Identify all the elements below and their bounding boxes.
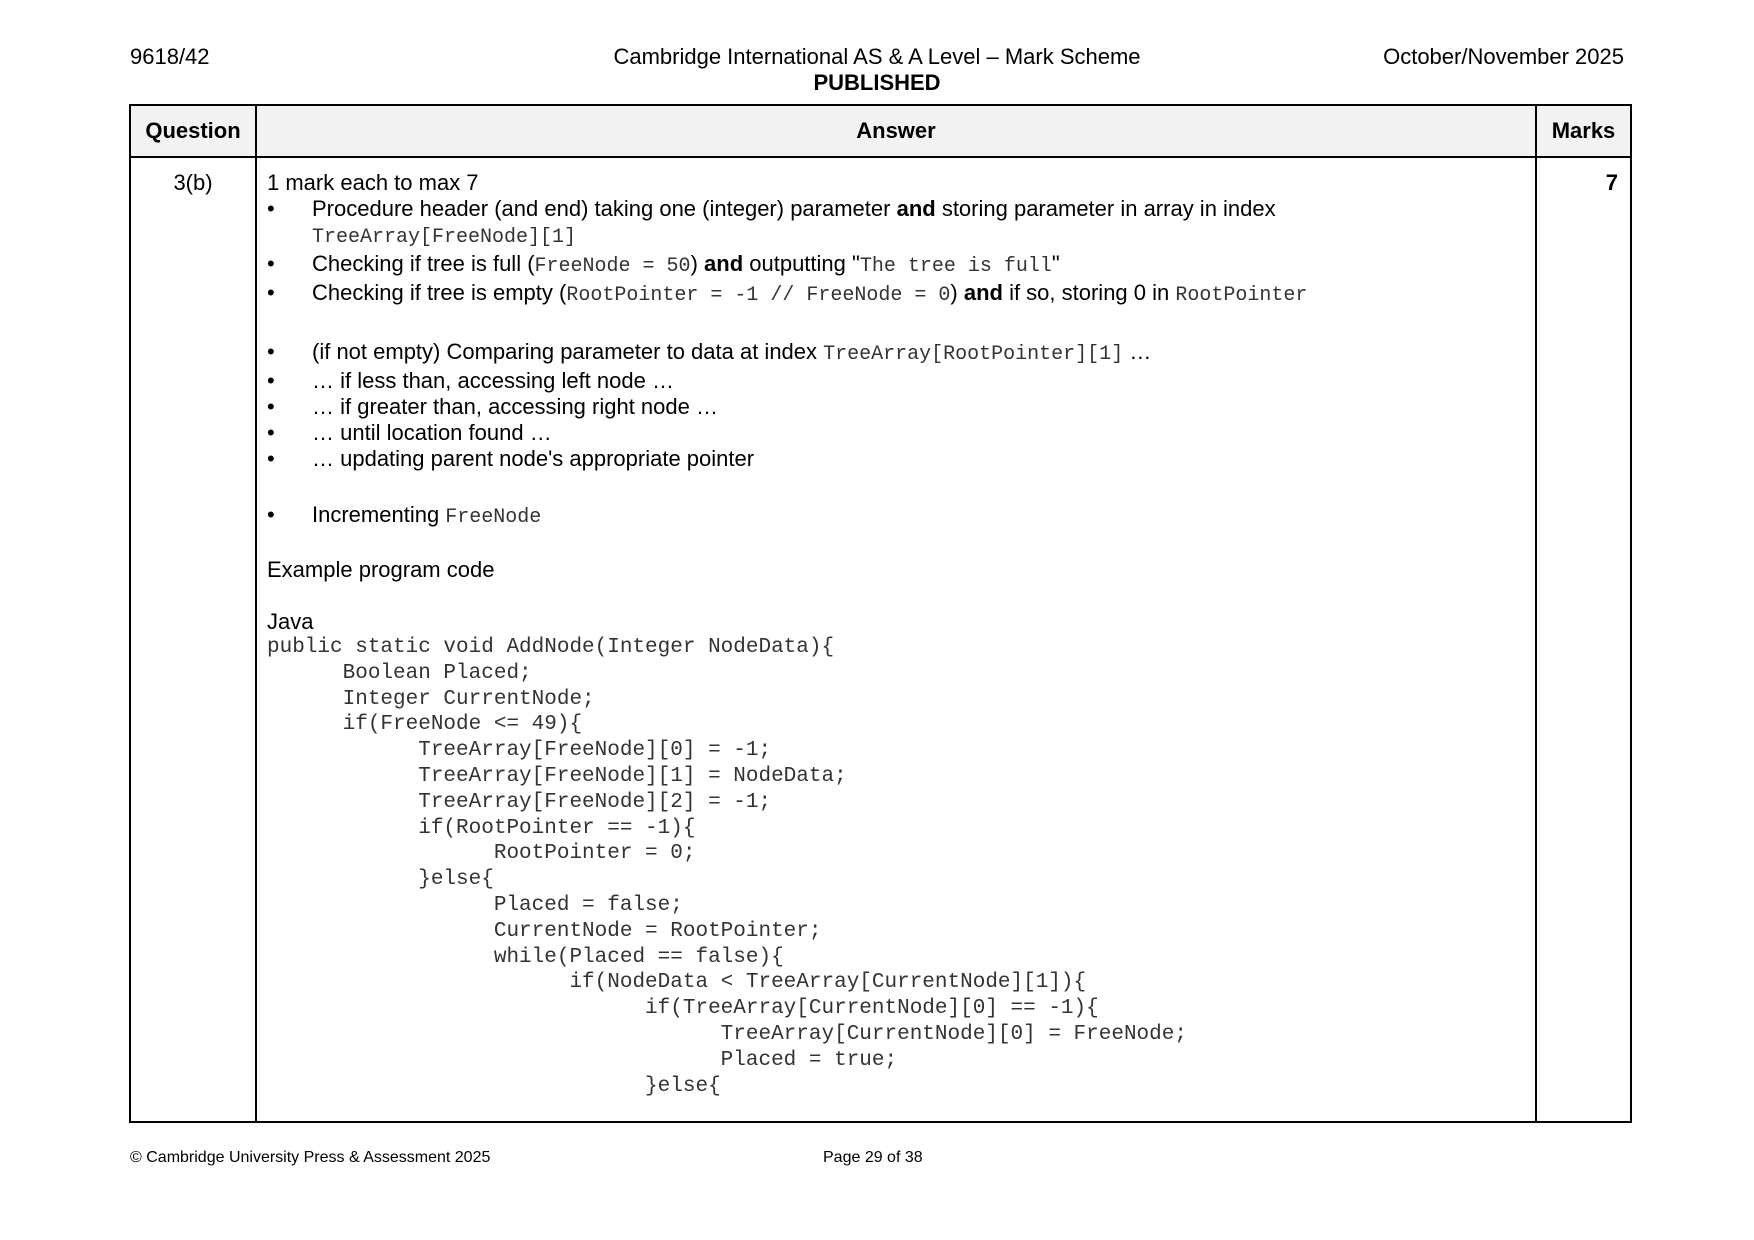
marking-point: • … until location found … — [267, 420, 1525, 446]
marks-column-header: Marks — [1536, 105, 1631, 157]
page-number: Page 29 of 38 — [823, 1149, 923, 1166]
marking-points-list — [267, 196, 1525, 309]
code-block — [267, 635, 1525, 1099]
code-language-label: Java — [267, 609, 314, 634]
example-code-label: Example program code — [267, 557, 495, 582]
code-line: Placed = true; — [267, 1048, 898, 1072]
mark-allocation-intro: 1 mark each to max 7 — [267, 170, 479, 195]
marking-point: • … if less than, accessing left node … — [267, 368, 1525, 394]
code-line: public static void AddNode(Integer NodeData){ — [267, 636, 835, 659]
code-line: if(FreeNode <= 49){ — [267, 713, 583, 737]
code-line: if(RootPointer == -1){ — [267, 816, 696, 840]
code-line: TreeArray[CurrentNode][0] = FreeNode; — [267, 1022, 1187, 1046]
code-line: }else{ — [267, 1074, 721, 1098]
marking-points-list — [267, 502, 1525, 531]
code-line: if(NodeData < TreeArray[CurrentNode][1]){ — [267, 971, 1087, 995]
code-line: Placed = false; — [267, 893, 683, 917]
code-line: if(TreeArray[CurrentNode][0] == -1){ — [267, 997, 1099, 1021]
marking-point: • … updating parent node's appropriate pointer — [267, 446, 1525, 472]
code-line: TreeArray[FreeNode][1] = NodeData; — [267, 764, 847, 788]
document-title: Cambridge International AS & A Level – Mark Scheme — [613, 44, 1141, 69]
marking-point: • Procedure header (and end) taking one (integer) parameter and storing parameter in array in index TreeArray[FreeNode][1] — [267, 196, 1525, 251]
table-header-row — [130, 105, 1631, 157]
marking-points-list — [267, 339, 1525, 472]
question-number: 3(b) — [130, 157, 256, 1122]
code-line: TreeArray[FreeNode][0] = -1; — [267, 739, 772, 763]
code-line: RootPointer = 0; — [267, 842, 696, 866]
exam-session: October/November 2025 — [1383, 44, 1624, 69]
marking-point: • … if greater than, accessing right node … — [267, 394, 1525, 420]
code-line: }else{ — [267, 868, 494, 892]
mark-scheme-table — [129, 104, 1632, 1123]
paper-code: 9618/42 — [130, 44, 210, 69]
marking-point: • Checking if tree is full (FreeNode = 50) and outputting "The tree is full" — [267, 251, 1525, 280]
table-row — [130, 157, 1631, 1122]
answer-cell — [256, 157, 1536, 1122]
code-line: Integer CurrentNode; — [267, 687, 595, 711]
answer-column-header: Answer — [256, 105, 1536, 157]
code-line: TreeArray[FreeNode][2] = -1; — [267, 790, 772, 814]
question-column-header: Question — [130, 105, 256, 157]
published-label: PUBLISHED — [813, 70, 941, 95]
marking-point: • Checking if tree is empty (RootPointer = -1 // FreeNode = 0) and if so, storing 0 in RootPointer — [267, 280, 1525, 309]
code-line: CurrentNode = RootPointer; — [267, 919, 822, 943]
marking-point: • (if not empty) Comparing parameter to data at index TreeArray[RootPointer][1] … — [267, 339, 1525, 368]
marks-value: 7 — [1536, 157, 1631, 1122]
copyright-notice: © Cambridge University Press & Assessment 2025 — [130, 1149, 491, 1166]
code-line: while(Placed == false){ — [267, 945, 784, 969]
code-line: Boolean Placed; — [267, 661, 532, 685]
marking-point: • Incrementing FreeNode — [267, 502, 1525, 531]
